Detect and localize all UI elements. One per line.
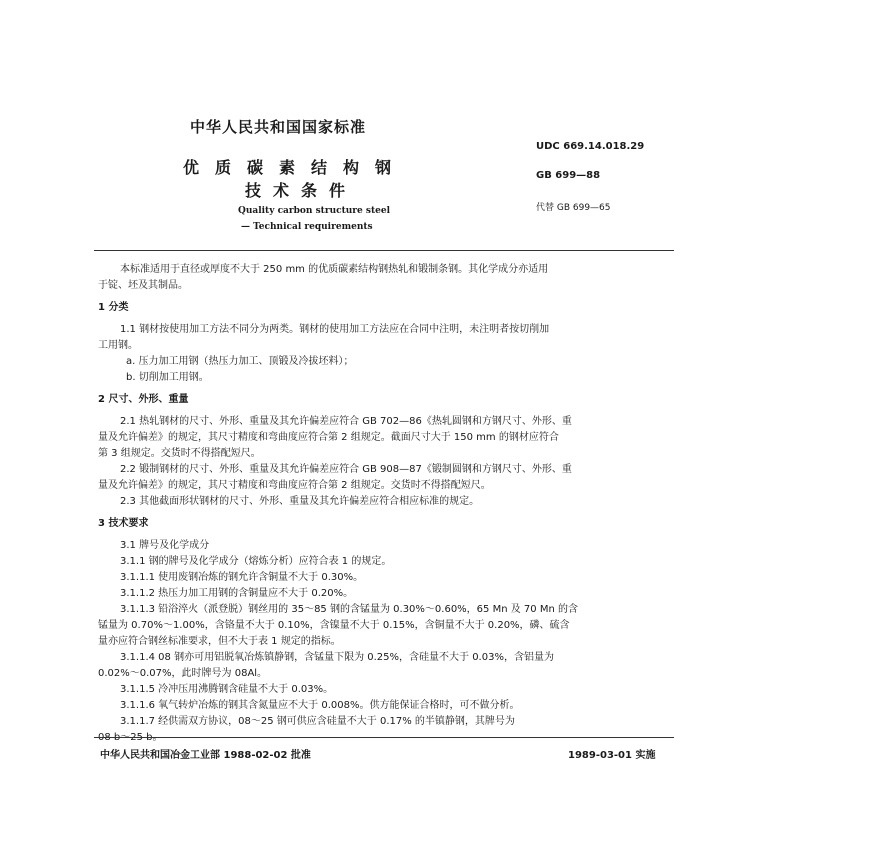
intro-paragraph: 本标准适用于直径或厚度不大于 250 mm 的优质碳素结构钢热轧和锻制条钢。其化学成分亦适用	[120, 264, 549, 275]
section-1-heading: 1 分类	[98, 302, 129, 313]
title-chinese-line1: 优质碳素结构钢	[183, 158, 408, 177]
clause-3-1-1-4-cont: 0.02%～0.07%，此时牌号为 08Al。	[98, 668, 268, 679]
issuing-authority: 中华人民共和国国家标准	[190, 118, 367, 136]
clause-2-1: 2.1 热轧钢材的尺寸、外形、重量及其允许偏差应符合 GB 702—86《热轧圆钢和方钢尺寸、外形、重	[120, 416, 572, 427]
clause-3-1-1-1: 3.1.1.1 使用废钢冶炼的钢允许含铜量不大于 0.30%。	[120, 572, 364, 583]
clause-1-1: 1.1 钢材按使用加工方法不同分为两类。钢材的使用加工方法应在合同中注明，未注明者按切削加	[120, 324, 550, 335]
clause-1-1-b: b. 切削加工用钢。	[126, 372, 209, 383]
title-english-line1: Quality carbon structure steel	[238, 206, 390, 216]
intro-paragraph-cont: 于锭、坯及其制品。	[98, 280, 188, 291]
clause-3-1-1-3: 3.1.1.3 铅浴淬火（派登脱）钢丝用的 35～85 钢的含锰量为 0.30%～0.60%，65 Mn 及 70 Mn 的含	[120, 604, 578, 615]
clause-2-3: 2.3 其他截面形状钢材的尺寸、外形、重量及其允许偏差应符合相应标准的规定。	[120, 496, 480, 507]
effective-date: 1989-03-01 实施	[568, 750, 656, 761]
clause-1-1-a: a. 压力加工用钢（热压力加工、顶锻及冷拔坯料）；	[126, 356, 354, 367]
footer-divider	[94, 737, 674, 738]
clause-3-1-1-3-cont: 锰量为 0.70%～1.00%，含铬量不大于 0.10%，含镍量不大于 0.15%，含铜量不大于 0.20%，磷、硫含	[98, 620, 570, 631]
clause-3-1-1-2: 3.1.1.2 热压力加工用钢的含铜量应不大于 0.20%。	[120, 588, 354, 599]
clause-2-1-cont: 量及允许偏差》的规定，其尺寸精度和弯曲度应符合第 2 组规定。截面尺寸大于 150 mm 的钢材应符合	[98, 432, 559, 443]
udc-number: UDC 669.14.018.29	[536, 141, 645, 152]
clause-3-1: 3.1 牌号及化学成分	[120, 540, 210, 551]
clause-3-1-1-3-cont2: 量亦应符合钢丝标准要求，但不大于表 1 规定的指标。	[98, 636, 341, 647]
clause-2-2-cont: 量及允许偏差》的规定，其尺寸精度和弯曲度应符合第 2 组规定。交货时不得搭配短尺。	[98, 480, 491, 491]
replaces-note: 代替 GB 699—65	[536, 203, 611, 213]
clause-3-1-1-7-cont: 08 b～25 b。	[98, 732, 163, 743]
clause-3-1-1-6: 3.1.1.6 氧气转炉冶炼的钢其含氮量应不大于 0.008%。供方能保证合格时，可不做分析。	[120, 700, 520, 711]
clause-3-1-1-7: 3.1.1.7 经供需双方协议，08～25 钢可供应含硅量不大于 0.17% 的半镇静钢，其牌号为	[120, 716, 515, 727]
gb-number: GB 699—88	[536, 170, 601, 181]
clause-3-1-1-4: 3.1.1.4 08 钢亦可用铝脱氧冶炼镇静钢，含锰量下限为 0.25%，含硅量不大于 0.03%，含铝量为	[120, 652, 554, 663]
clause-2-1-cont2: 第 3 组规定。交货时不得搭配短尺。	[98, 448, 261, 459]
header-divider	[94, 250, 674, 251]
approval-note: 中华人民共和国冶金工业部 1988-02-02 批准	[100, 750, 311, 761]
title-chinese-line2: 技术条件	[245, 181, 358, 200]
clause-2-2: 2.2 锻制钢材的尺寸、外形、重量及其允许偏差应符合 GB 908—87《锻制圆钢和方钢尺寸、外形、重	[120, 464, 572, 475]
section-2-heading: 2 尺寸、外形、重量	[98, 394, 189, 405]
section-3-heading: 3 技术要求	[98, 518, 149, 529]
clause-3-1-1-5: 3.1.1.5 冷冲压用沸腾钢含硅量不大于 0.03%。	[120, 684, 334, 695]
title-english-line2: — Technical requirements	[241, 222, 373, 232]
clause-3-1-1: 3.1.1 钢的牌号及化学成分（熔炼分析）应符合表 1 的规定。	[120, 556, 392, 567]
document-body	[98, 262, 684, 746]
clause-1-1-cont: 工用钢。	[98, 340, 138, 351]
